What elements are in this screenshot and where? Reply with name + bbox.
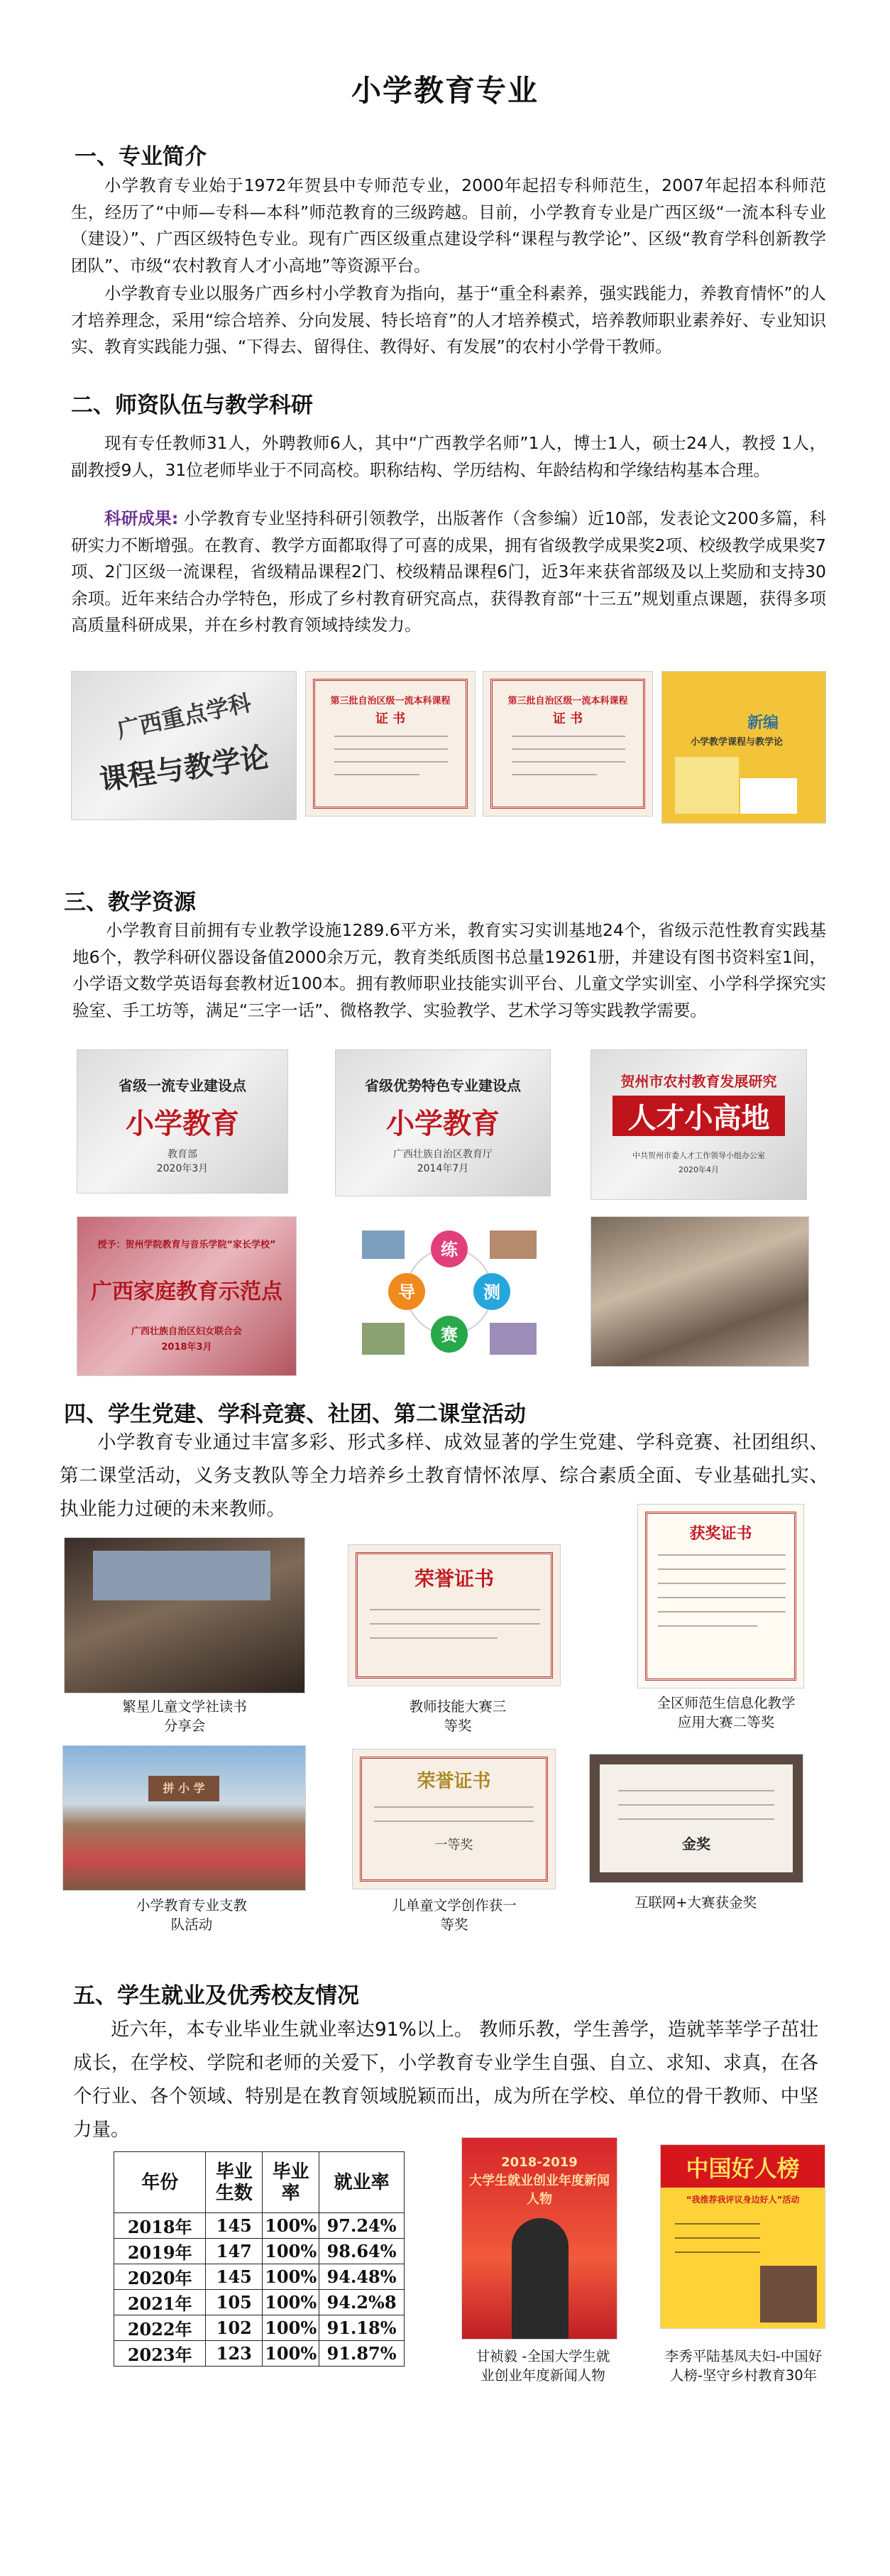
sign3-date: 2020年4月 <box>679 1165 719 1174</box>
table-row <box>114 2213 405 2239</box>
cert-c-title: 荣誉证书 <box>417 1771 491 1792</box>
caption-alumni-2: 李秀平陆基凤夫妇-中国好 人榜-坚守乡村教育30年 <box>664 2348 823 2384</box>
node-guide: 导 <box>398 1282 415 1302</box>
table-cell: 100% <box>263 2239 319 2264</box>
section-heading-activities: 四、学生党建、学科竞赛、社团、第二课堂活动 <box>64 1402 526 1427</box>
cert-b-title: 获奖证书 <box>689 1525 752 1543</box>
caption-reading-club: 繁星儿童文学社读书 分享会 <box>122 1698 247 1734</box>
section-heading-faculty: 二、师资队伍与教学科研 <box>71 393 313 418</box>
table-cell: 145 <box>206 2264 263 2290</box>
research-paragraph <box>71 506 826 639</box>
table-row <box>114 2290 405 2315</box>
table-cell: 123 <box>206 2341 263 2367</box>
sign1-date: 2020年3月 <box>156 1163 209 1174</box>
sign3-top-text: 贺州市农村教育发展研究 <box>620 1073 777 1090</box>
node-contest: 赛 <box>441 1325 458 1345</box>
sign1-top-text: 省级一流专业建设点 <box>119 1077 246 1094</box>
table-cell: 94.48% <box>319 2264 405 2290</box>
employment-table <box>114 2151 405 2367</box>
book-subtitle: 小学教学课程与教学论 <box>691 737 784 748</box>
key-discipline-plaque-photo <box>71 671 297 820</box>
cert1-title: 第三批自治区级一流本科课程 <box>330 696 451 706</box>
family-education-demo-plaque <box>77 1216 297 1376</box>
sign4-main-text: 广西家庭教育示范点 <box>91 1279 282 1304</box>
textbook-cover-photo <box>661 671 826 824</box>
cert1-sub: 证 书 <box>375 711 406 726</box>
practice-cycle-svg <box>348 1216 551 1367</box>
poster2-title: 中国好人榜 <box>686 2155 800 2182</box>
caption-internet-plus: 互联网+大赛获金奖 <box>634 1894 757 1911</box>
poster1-title: 2018-2019 大学生就业创业年度新闻人物 <box>469 2155 610 2207</box>
first-class-course-certificate-1 <box>305 671 476 817</box>
sign3-main-text: 人才小高地 <box>612 1096 785 1136</box>
practice-cycle-diagram <box>348 1216 551 1367</box>
caption-literature: 儿单童文学创作获一 等奖 <box>392 1897 517 1933</box>
table-cell: 147 <box>206 2239 263 2264</box>
provincial-first-class-major-sign <box>77 1049 288 1194</box>
table-cell: 100% <box>263 2341 319 2367</box>
node-test: 测 <box>483 1282 500 1302</box>
sign3-org: 中共贺州市委人才工作领导小组办公室 <box>632 1151 765 1160</box>
intro-paragraph-1: 小学教育专业始于1972年贺县中专师范专业，2000年起招专科师范生，2007年起招本科师范生，经历了“中师—专科—本科”师范教育的三级跨越。目前，小学教育专业是广西区级“一流本科专业（建设）”、广西区级特色专业。现有广西区级重点建设学科“课程与教学论”、区级“教育学科创新教学团队”、市级“农村教育人才小高地”等资源平台。 <box>71 175 826 275</box>
first-class-course-certificate-2 <box>483 671 653 817</box>
table-cell: 2022年 <box>114 2315 206 2341</box>
activities-paragraph: 小学教育专业通过丰富多彩、形式多样、成效显著的学生党建、学科竞赛、社团组织、第二课堂活动，义务支教队等全力培养乡土教育情怀浓厚、综合素质全面、专业基础扎实、执业能力过硬的未来教师。 <box>60 1431 828 1520</box>
table-cell: 2020年 <box>114 2264 206 2290</box>
good-people-poster <box>660 2144 825 2329</box>
section-heading-employment: 五、学生就业及优秀校友情况 <box>73 1983 359 2009</box>
table-header-year: 年份 <box>114 2152 206 2213</box>
page-title: 小学教育专业 <box>351 73 539 108</box>
sign2-top-text: 省级优势特色专业建设点 <box>365 1077 521 1094</box>
table-cell: 91.18% <box>319 2315 405 2341</box>
reading-club-photo <box>64 1537 305 1693</box>
table-cell: 145 <box>206 2213 263 2239</box>
table-header-graduation-rate: 毕业 率 <box>263 2152 319 2213</box>
table-cell: 100% <box>263 2264 319 2290</box>
cert-c-text: 一等奖 <box>434 1838 473 1852</box>
table-cell: 91.87% <box>319 2341 405 2367</box>
poster2-sub: “我推荐我评议身边好人”活动 <box>686 2195 800 2205</box>
table-cell: 2019年 <box>114 2239 206 2264</box>
sign1-main-text: 小学教育 <box>126 1108 239 1140</box>
section-heading-intro: 一、专业简介 <box>75 144 207 170</box>
employment-paragraph: 近六年，本专业毕业生就业率达91%以上。 教师乐教，学生善学，造就莘莘学子茁壮成长，在学校、学院和老师的关爱下，小学教育专业学生自强、自立、求知、求真，在各个行业、各个领域、特别是在教育领域脱颖而出，成为所在学校、单位的骨干教师、中坚力量。 <box>73 2019 818 2141</box>
plaque-text-line1: 广西重点学科 <box>114 689 254 744</box>
table-header-graduates: 毕业 生数 <box>206 2152 263 2213</box>
sign4-date: 2018年3月 <box>161 1342 212 1353</box>
info-teaching-award-certificate <box>637 1504 804 1688</box>
news-figure-poster <box>461 2137 617 2340</box>
table-cell: 97.24% <box>319 2213 405 2239</box>
table-cell: 2018年 <box>114 2213 206 2239</box>
table-cell: 100% <box>263 2315 319 2341</box>
caption-volunteer: 小学教育专业支教 队活动 <box>136 1897 247 1933</box>
plaque-text-line2: 课程与教学论 <box>97 740 271 797</box>
intro-paragraph-2: 小学教育专业以服务广西乡村小学教育为指向，基于“重全科素养，强实践能力，养教育情怀”的人才培养理念，采用“综合培养、分向发展、特长培育”的人才培养模式，培养教师职业素养好、专业知识实、教育实践能力强、“下得去、留得住、教得好、有发展”的农村小学骨干教师。 <box>71 283 826 356</box>
rural-education-talent-sign <box>590 1049 807 1200</box>
caption-info-teaching: 全区师范生信息化教学 应用大赛二等奖 <box>656 1695 796 1730</box>
research-text: 小学教育专业坚持科研引领教学，出版著作（含参编）近10部，发表论文200多篇，科研实力不断增强。在教育、教学方面都取得了可喜的成果，拥有省级教学成果奖2项、校级教学成果奖7项、2门区级一流课程，省级精品课程2门、校级精品课程6门，近3年来获省部级及以上奖励和支持30余项。近年来结合办学特色，形成了乡村教育研究高点，获得教育部“十三五”规划重点课题，获得多项高质量科研成果，并在乡村教育领域持续发力。 <box>71 508 826 635</box>
caption-alumni-1: 甘祯毅 -全国大学生就 业创业年度新闻人物 <box>476 2348 610 2384</box>
table-row <box>114 2239 405 2264</box>
section-heading-resources: 三、教学资源 <box>64 890 196 915</box>
book-title: 新编 <box>747 714 779 732</box>
table-cell: 2023年 <box>114 2341 206 2367</box>
node-practice: 练 <box>441 1240 458 1260</box>
table-row <box>114 2264 405 2290</box>
teaching-skills-certificate <box>348 1544 561 1686</box>
sign2-main-text: 小学教育 <box>386 1108 500 1140</box>
table-header-employment-rate: 就业率 <box>319 2152 405 2213</box>
sign4-top-text: 授予：贺州学院教育与音乐学院“家长学校” <box>97 1240 276 1250</box>
provincial-featured-major-sign <box>335 1049 551 1196</box>
caption-teaching-skills: 教师技能大赛三 等奖 <box>409 1698 507 1734</box>
cert-d-text: 金奖 <box>682 1835 710 1852</box>
table-cell: 105 <box>206 2290 263 2315</box>
table-cell: 2021年 <box>114 2290 206 2315</box>
sign4-org: 广西壮族自治区妇女联合会 <box>131 1326 242 1337</box>
literature-creation-certificate <box>352 1749 556 1889</box>
table-cell: 94.2%8 <box>319 2290 405 2315</box>
internet-plus-certificate <box>589 1754 803 1883</box>
volunteer-teaching-photo <box>62 1745 306 1891</box>
school-gate-sign: 拼 小 学 <box>148 1776 219 1801</box>
resources-paragraph: 小学教育目前拥有专业教学设施1289.6平方米，教育实习实训基地24个，省级示范性教育实践基地6个，教学科研仪器设备值2000余万元，教育类纸质图书总量19261册，并建设有图书资料室1间，小学语文数学英语每套教材近100本。拥有教师职业技能实训平台、儿童文学实训室、小学科学探究实验室、手工坊等，满足“三字一话”、微格教学、实验教学、艺术学习等实践教学需要。 <box>72 920 826 1020</box>
sign1-org: 教育部 <box>167 1149 197 1160</box>
table-row <box>114 2341 405 2367</box>
classroom-practice-photo <box>590 1216 809 1367</box>
sign2-org: 广西壮族自治区教育厅 <box>393 1149 493 1160</box>
sign2-date: 2014年7月 <box>417 1163 469 1174</box>
table-cell: 100% <box>263 2290 319 2315</box>
cert2-title: 第三批自治区级一流本科课程 <box>507 696 628 706</box>
cert2-sub: 证 书 <box>552 711 583 726</box>
cert-a-title: 荣誉证书 <box>414 1567 494 1590</box>
table-row <box>114 2315 405 2341</box>
table-cell: 102 <box>206 2315 263 2341</box>
table-cell: 98.64% <box>319 2239 405 2264</box>
faculty-paragraph: 现有专任教师31人，外聘教师6人，其中“广西教学名师”1人，博士1人，硕士24人，教授 1人，副教授9人，31位老师毕业于不同高校。职称结构、学历结构、年龄结构和学缘结构基本合理。 <box>71 433 826 480</box>
table-cell: 100% <box>263 2213 319 2239</box>
research-label: 科研成果: <box>104 508 179 528</box>
